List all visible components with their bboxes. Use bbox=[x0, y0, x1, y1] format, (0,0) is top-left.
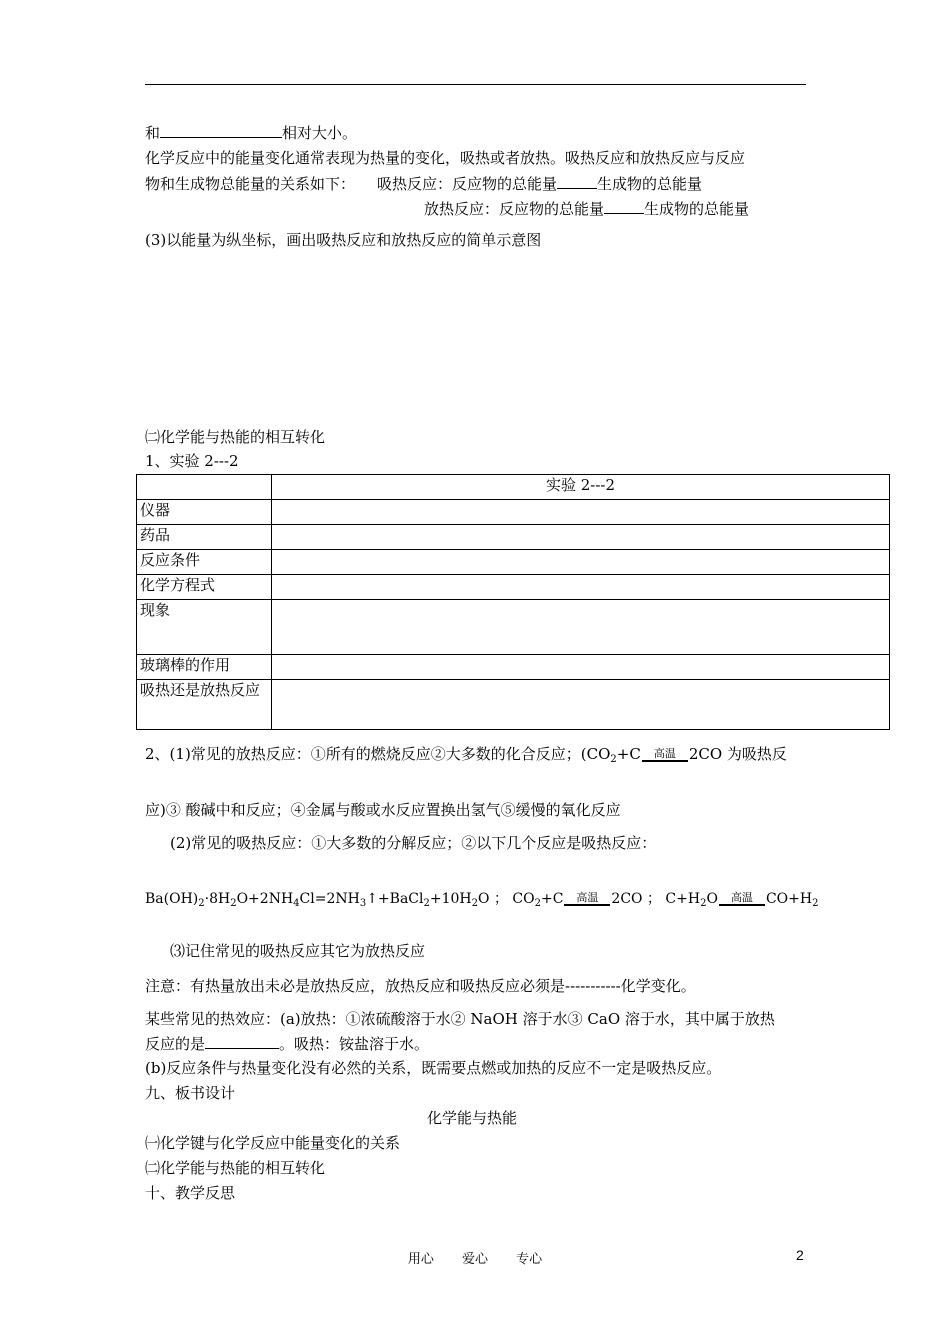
intro-line-3 bbox=[145, 173, 702, 194]
subscript: 2 bbox=[812, 898, 819, 909]
header-rule bbox=[145, 84, 806, 85]
note-line: 注意：有热量放出未必是放热反应，放热反应和吸热反应必须是-----------化学变化。 bbox=[145, 977, 696, 995]
subscript: 2 bbox=[610, 754, 617, 765]
table-row-label: 反应条件 bbox=[137, 550, 272, 575]
text: +C bbox=[540, 891, 564, 907]
text: 物和生成物总能量的关系如下： bbox=[145, 175, 356, 193]
table-row bbox=[137, 550, 890, 575]
table-cell[interactable] bbox=[272, 550, 890, 575]
text: 生成物的总能量 bbox=[597, 175, 703, 193]
reaction-condition: 高温 bbox=[719, 892, 765, 906]
text: O bbox=[706, 891, 718, 907]
text: 和 bbox=[145, 124, 161, 142]
subscript: 2 bbox=[198, 898, 205, 909]
table-row bbox=[137, 575, 890, 600]
fill-blank bbox=[604, 198, 644, 214]
intro-line-5: (3)以能量为纵坐标，画出吸热反应和放热反应的简单示意图 bbox=[145, 231, 542, 249]
text: 吸热反应：反应物的总能量 bbox=[377, 175, 558, 193]
table-cell bbox=[137, 475, 272, 500]
table-cell[interactable] bbox=[272, 655, 890, 680]
subscript: 2 bbox=[534, 898, 541, 909]
effects-line-2 bbox=[145, 1033, 429, 1054]
fill-blank bbox=[205, 1033, 279, 1049]
text: 生成物的总能量 bbox=[644, 200, 750, 218]
intro-line-4 bbox=[424, 198, 749, 219]
text: CO+H bbox=[765, 891, 813, 907]
table-header: 实验 2---2 bbox=[272, 475, 890, 500]
text: +C bbox=[616, 745, 641, 763]
text: 放热反应：反应物的总能量 bbox=[424, 200, 605, 218]
intro-line-1 bbox=[145, 122, 357, 143]
table-cell[interactable] bbox=[272, 680, 890, 730]
table-cell[interactable] bbox=[272, 600, 890, 655]
text: 2CO 为吸热反 bbox=[688, 745, 787, 763]
reflection-heading: 十、教学反思 bbox=[145, 1184, 236, 1202]
fill-blank bbox=[557, 173, 597, 189]
text: O+2NH bbox=[236, 891, 294, 907]
text: Ba(OH) bbox=[145, 891, 199, 907]
text: 2CO ； C+H bbox=[611, 891, 701, 907]
subscript: 2 bbox=[700, 898, 707, 909]
table-row-label: 化学方程式 bbox=[137, 575, 272, 600]
effects-line-3: (b)反应条件与热量变化没有必然的关系，既需要点燃或加热的反应不一定是吸热反应。 bbox=[145, 1059, 722, 1077]
table-cell[interactable] bbox=[272, 500, 890, 525]
table-row bbox=[137, 655, 890, 680]
board-title: 化学能与热能 bbox=[427, 1109, 518, 1127]
board-heading: 九、板书设计 bbox=[145, 1084, 236, 1102]
text: ·8H bbox=[204, 891, 231, 907]
footer-word: 专心 bbox=[516, 1252, 543, 1267]
table-row bbox=[137, 680, 890, 730]
page-number: 2 bbox=[796, 1247, 804, 1263]
table-row-label: 玻璃棒的作用 bbox=[137, 655, 272, 680]
board-item-2: ㈡化学能与热能的相互转化 bbox=[145, 1159, 326, 1177]
subscript: 2 bbox=[423, 898, 430, 909]
table-row-label: 药品 bbox=[137, 525, 272, 550]
subscript: 3 bbox=[359, 898, 367, 909]
exothermic-line-2: 应)③ 酸碱中和反应；④金属与酸或水反应置换出氢气⑤缓慢的氧化反应 bbox=[145, 801, 621, 819]
table-row-label: 现象 bbox=[137, 600, 272, 655]
endothermic-line-3: ⑶记住常见的吸热反应其它为放热反应 bbox=[170, 942, 426, 960]
text: 相对大小。 bbox=[282, 124, 358, 142]
text: O ； CO bbox=[478, 891, 535, 907]
intro-line-2: 化学反应中的能量变化通常表现为热量的变化，吸热或者放热。吸热反应和放热反应与反应 bbox=[145, 149, 746, 167]
table-row bbox=[137, 500, 890, 525]
exothermic-line-1 bbox=[145, 744, 787, 770]
fill-blank bbox=[160, 122, 282, 138]
text: ↑+BaCl bbox=[366, 891, 424, 907]
table-cell[interactable] bbox=[272, 575, 890, 600]
table-row-label: 仪器 bbox=[137, 500, 272, 525]
text: 2、(1)常见的放热反应：①所有的燃烧反应②大多数的化合反应；(CO bbox=[145, 745, 611, 763]
footer-word: 用心 bbox=[407, 1252, 434, 1267]
footer-word: 爱心 bbox=[461, 1252, 488, 1267]
endothermic-line-1: (2)常见的吸热反应：①大多数的分解反应；②以下几个反应是吸热反应： bbox=[170, 834, 657, 852]
page-footer bbox=[0, 1248, 950, 1267]
reaction-condition: 高温 bbox=[564, 892, 610, 906]
text: Cl=2NH bbox=[299, 891, 360, 907]
subscript: 4 bbox=[293, 898, 300, 909]
experiment-table bbox=[136, 474, 890, 730]
table-row bbox=[137, 600, 890, 655]
table-row bbox=[137, 475, 890, 500]
text: 。吸热：铵盐溶于水。 bbox=[279, 1035, 430, 1053]
table-row-label: 吸热还是放热反应 bbox=[137, 680, 272, 730]
text: +10H bbox=[429, 891, 472, 907]
endothermic-equations bbox=[145, 889, 818, 914]
subscript: 2 bbox=[230, 898, 237, 909]
text: 反应的是 bbox=[145, 1035, 206, 1053]
board-item-1: ㈠化学键与化学反应中能量变化的关系 bbox=[145, 1134, 401, 1152]
experiment-label: 1、实验 2---2 bbox=[145, 452, 239, 470]
effects-line-1: 某些常见的热效应：(a)放热：①浓硫酸溶于水② NaOH 溶于水③ CaO 溶于水，其中属于放热 bbox=[145, 1010, 775, 1028]
section-heading: ㈡化学能与热能的相互转化 bbox=[145, 428, 326, 446]
table-row bbox=[137, 525, 890, 550]
table-cell[interactable] bbox=[272, 525, 890, 550]
reaction-condition: 高温 bbox=[642, 748, 688, 762]
subscript: 2 bbox=[471, 898, 479, 909]
